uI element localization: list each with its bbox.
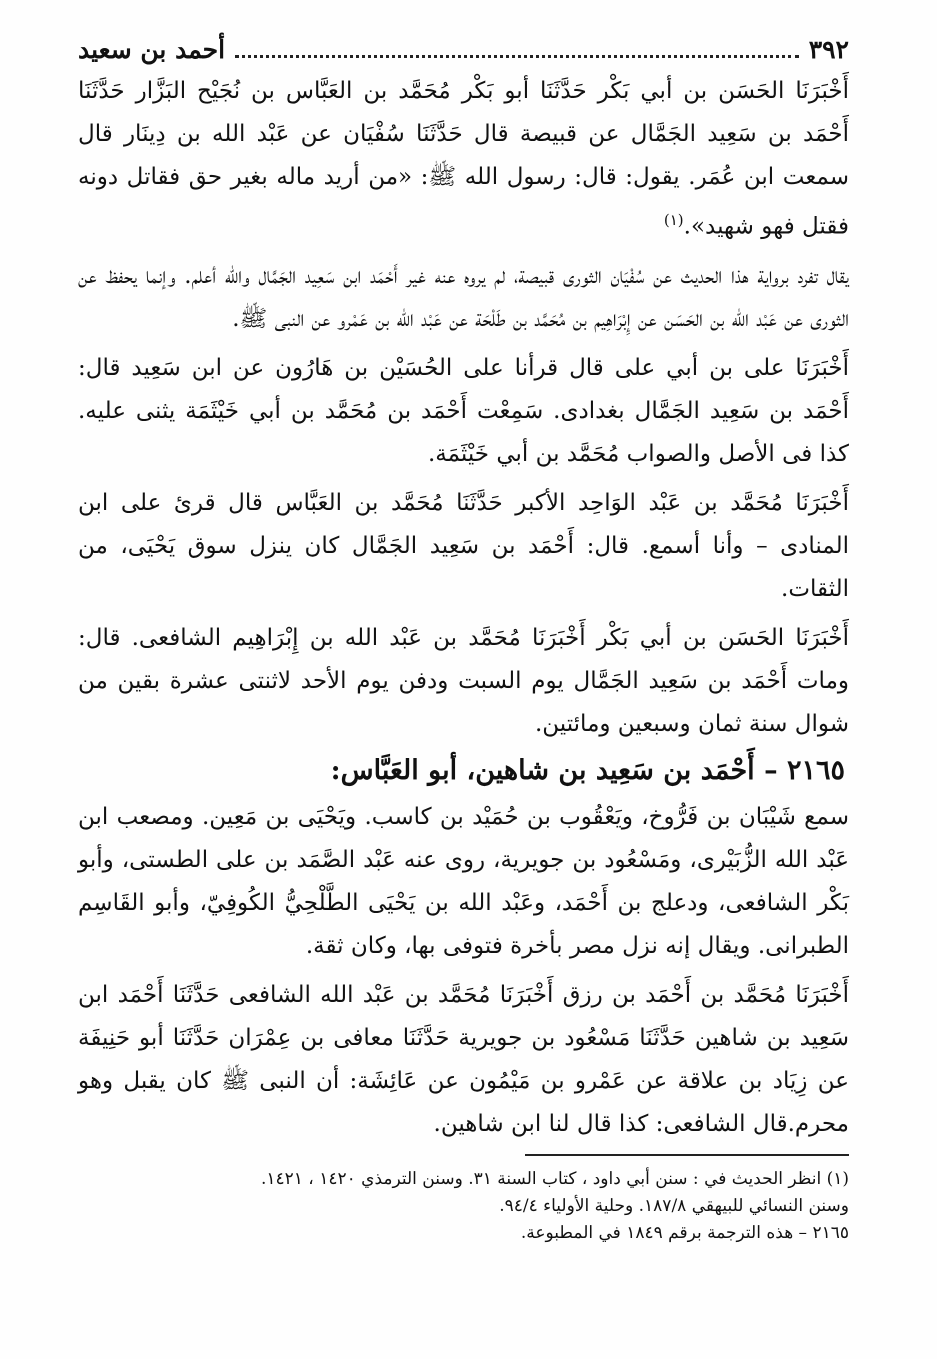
paragraph-text: أَخْبَرَنَا على بن أبي على قال قرأنا على الحُسَيْن بن هَارُون عن ابن سَعِيد قال: أَحْمَد بن سَعِيد الجَمَّال بغدادى. سَمِعْت أَحْمَد بن مُحَمَّد بن أبي خَيْثَمَة يثنى عليه. كذا فى الأصل والصواب مُحَمَّد بن أبي خَيْثَمَة. [78,354,849,467]
paragraph-commentary [78,255,849,341]
paragraph-hadith [78,70,849,249]
paragraph-text: أَخْبَرَنَا الحَسَن بن أبي بَكْر أَخْبَرَنَا مُحَمَّد بن عَبْد الله بن إِبْرَاهِيم الشافعى. قال: ومات أَحْمَد بن سَعِيد الجَمَّال يوم السبت ودفن يوم الأحد لاثنتى عشرة بقين من شوال سنة ثمان وسبعين ومائتين. [78,624,849,737]
paragraph-report [78,482,849,611]
running-header [78,30,849,70]
page-number: ٣٩٢ [808,35,849,64]
book-page [78,30,849,1247]
entry-paragraph [78,796,849,968]
footnote-line: ٢١٦٥ – هذه الترجمة برقم ١٨٤٩ في المطبوعة. [520,1222,849,1243]
paragraph-text: سمع شَيْبَان بن فَرُّوخ، ويَعْقُوب بن حُمَيْد بن كاسب. ويَحْيَى بن مَعِين. ومصعب ابن عَبْد الله الزُّبَيْرى، ومَسْعُود بن جويرية، روى عنه عَبْد الصَّمَد بن على الطستى، وأبو بَكْر الشافعى، ودعلج بن أَحْمَد، وعَبْد الله بن يَحْيَى الطَّلْحِيُّ الكُوفِيّ، وأبو القَاسِم الطبرانى. ويقال إنه نزل مصر بأخرة فتوفى بها، وكان ثقة. [78,803,849,959]
paragraph-report [78,347,849,476]
paragraph-text: أَخْبَرَنَا مُحَمَّد بن عَبْد الوَاحِد الأكبر حَدَّثَنَا مُحَمَّد بن العَبَّاس قال قرئ على ابن المنادى – وأنا أسمع. قال: أَحْمَد بن سَعِيد الجَمَّال كان ينزل سوق يَحْيَى، من الثقات. [78,489,849,602]
entry-paragraph [78,974,849,1146]
paragraph-text: أَخْبَرَنَا الحَسَن بن أبي بَكْر حَدَّثَنَا أبو بَكْر مُحَمَّد بن العَبَّاس بن نُجَيْح البَزَّار حَدَّثَنَا أَحْمَد بن سَعِيد الجَمَّال عن قبيصة قال حَدَّثَنَا سُفْيَان عن عَبْد الله بن دِينَار قال سمعت ابن عُمَر. يقول: قال: رسول الله ﷺ: «من أريد ماله بغير حق فقاتل دونه فقتل فهو شهيد». [78,78,849,240]
footnote-line: وسنن النسائي للبيهقي ١٨٧/٨. وحلية الأولياء ٩٤/٤. [499,1195,849,1216]
paragraph-text: يقال تفرد برواية هذا الحديث عن سُفْيَان الثورى قبيصة، لم يروه عنه غير أَحْمَد ابن سَعِيد الجَمَّال والله أعلم. وإنما يحفظ عن الثورى عن عَبْد الله بن الحَسَن عن إِبْرَاهِيم بن مُحَمَّد بن طَلْحَة عن عَبْد الله بن عَمْرو عن النبى ﷺ. [78,262,849,332]
entry-heading: ٢١٦٥ – أَحْمَد بن سَعِيد بن شاهين، أبو العَبَّاس: [330,754,845,786]
running-title: أحمد بن سعيد [78,35,226,64]
dotted-leader [235,55,799,58]
footnote-marker: (١) [663,211,684,229]
footnote-line: (١) انظر الحديث في : سنن أبي داود ، كتاب السنة ٣١. وسنن الترمذي ١٤٢٠ ، ١٤٢١. [260,1168,849,1189]
footnote-divider [525,1154,849,1156]
footnotes [78,1166,849,1247]
paragraph-text: أَخْبَرَنَا مُحَمَّد بن أَحْمَد بن رزق أَخْبَرَنَا مُحَمَّد بن عَبْد الله الشافعى حَدَّثَنَا أَحْمَد ابن سَعِيد بن شاهين حَدَّثَنَا مَسْعُود بن جويرية حَدَّثَنَا معافى بن عِمْرَان حَدَّثَنَا أبو حَنِيفَة عن زِيَاد بن علاقة عن عَمْرو بن مَيْمُون عن عَائِشَة: أن النبى ﷺ كان يقبل وهو محرم.قال الشافعى: كذا قال لنا ابن شاهين. [78,981,849,1137]
paragraph-death-report [78,617,849,746]
